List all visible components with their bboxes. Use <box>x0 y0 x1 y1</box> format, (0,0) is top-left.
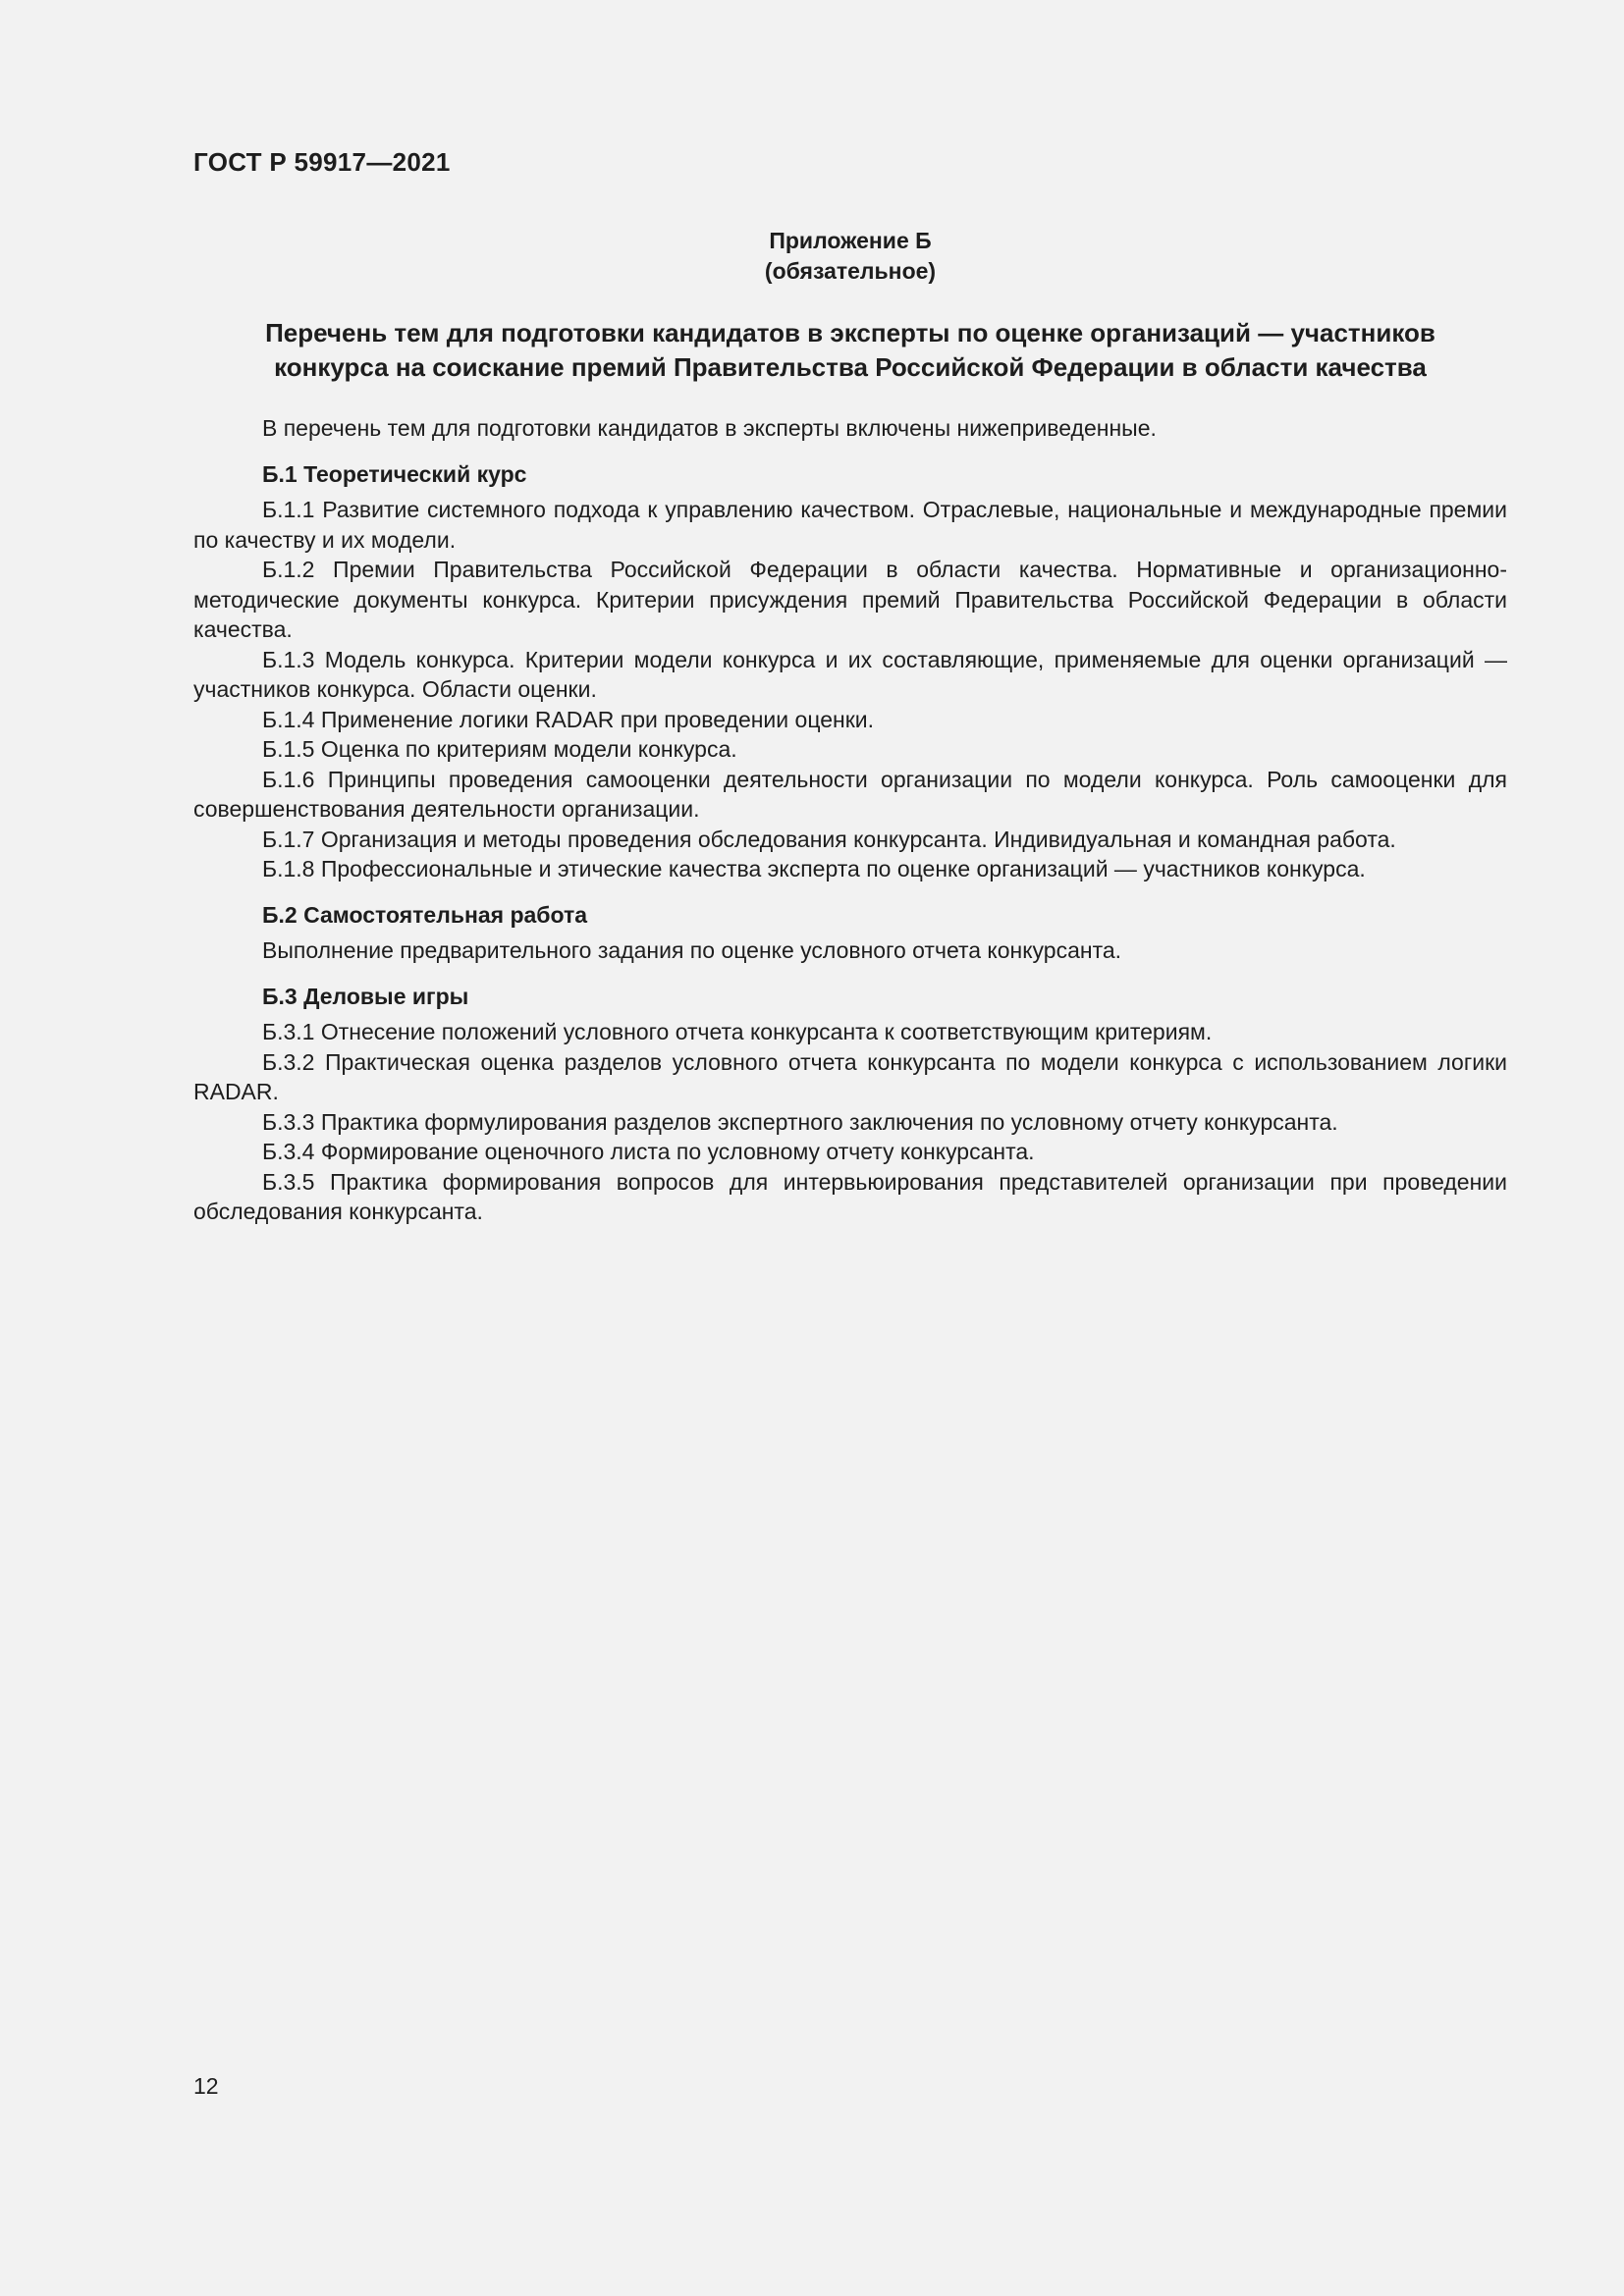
list-item: Б.1.4 Применение логики RADAR при проведении оценки. <box>262 706 875 732</box>
document-body <box>193 413 1507 1227</box>
list-item: Б.1.6 Принципы проведения самооценки деятельности организации по модели конкурса. Роль самооценки для совершенствования деятельности организации. <box>193 766 1507 822</box>
list-item: Б.1.5 Оценка по критериям модели конкурса. <box>262 736 737 762</box>
appendix-title-line-1: Перечень тем для подготовки кандидатов в эксперты по оценке организаций — участников <box>265 318 1435 347</box>
appendix-status: (обязательное) <box>764 258 937 284</box>
document-page <box>193 0 1507 2296</box>
list-item: Б.1.8 Профессиональные и этические качества эксперта по оценке организаций — участников конкурса. <box>262 856 1366 881</box>
list-item: Б.1.2 Премии Правительства Российской Федерации в области качества. Нормативные и организационно-методические документы конкурса. Критерии присуждения премий Правительства Российской Федерации в области качества. <box>193 557 1507 642</box>
appendix-title-line-2: конкурса на соискание премий Правительства Российской Федерации в области качества <box>274 352 1427 382</box>
list-item: Б.3.4 Формирование оценочного листа по условному отчету конкурсанта. <box>262 1139 1035 1164</box>
list-item: Б.3.2 Практическая оценка разделов условного отчета конкурсанта по модели конкурса с использованием логики RADAR. <box>193 1048 1507 1104</box>
document-code: ГОСТ Р 59917—2021 <box>193 147 451 177</box>
list-item: Б.1.1 Развитие системного подхода к управлению качеством. Отраслевые, национальные и международные премии по качеству и их модели. <box>193 497 1507 553</box>
list-item: Б.3.3 Практика формулирования разделов экспертного заключения по условному отчету конкурсанта. <box>262 1108 1338 1135</box>
page-number: 12 <box>193 2073 219 2099</box>
list-item: Б.3.5 Практика формирования вопросов для интервьюирования представителей организации при проведении обследования конкурсанта. <box>193 1168 1507 1224</box>
appendix-heading <box>193 226 1507 287</box>
list-item: Б.1.3 Модель конкурса. Критерии модели конкурса и их составляющие, применяемые для оценки организаций — участников конкурса. Области оценки. <box>193 646 1507 702</box>
appendix-title <box>193 316 1507 385</box>
list-item: Б.1.7 Организация и методы проведения обследования конкурсанта. Индивидуальная и командная работа. <box>262 826 1396 852</box>
intro-paragraph: В перечень тем для подготовки кандидатов в эксперты включены нижеприведенные. <box>262 415 1157 441</box>
appendix-label: Приложение Б <box>769 228 932 253</box>
section-heading-b3: Б.3 Деловые игры <box>262 983 469 1009</box>
list-item: Б.3.1 Отнесение положений условного отчета конкурсанта к соответствующим критериям. <box>262 1019 1213 1044</box>
section-paragraph: Выполнение предварительного задания по оценке условного отчета конкурсанта. <box>262 937 1122 963</box>
section-heading-b1: Б.1 Теоретический курс <box>262 460 527 487</box>
section-heading-b2: Б.2 Самостоятельная работа <box>262 901 588 928</box>
